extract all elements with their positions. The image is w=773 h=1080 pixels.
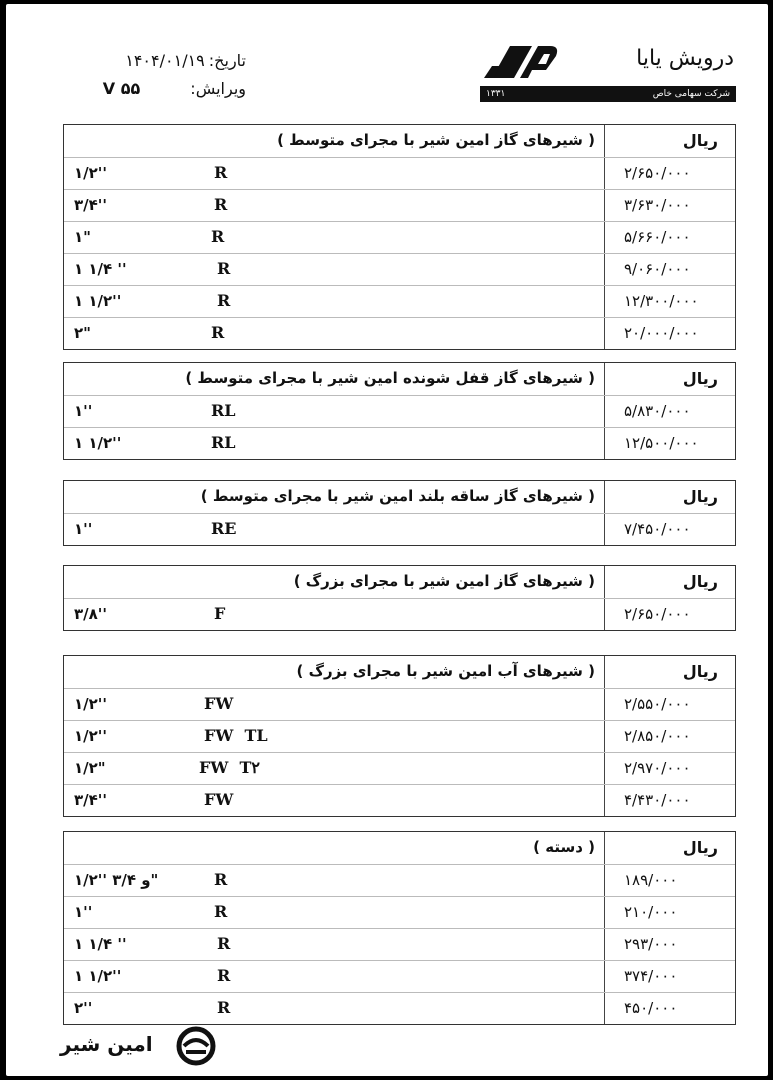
price-row xyxy=(64,784,735,816)
model-code-cell: FW TL xyxy=(204,726,268,745)
price-cell: ۳/۶۳۰/۰۰۰ xyxy=(624,196,691,214)
column-divider xyxy=(604,865,605,896)
company-subtitle-bar xyxy=(480,86,736,102)
price-row xyxy=(64,896,735,928)
size-cell: ۱ ۱/۴ '' xyxy=(74,935,127,953)
model-code-cell: R xyxy=(217,998,231,1017)
price-cell: ۲۱۰/۰۰۰ xyxy=(624,903,678,921)
price-row xyxy=(64,598,735,630)
section-header-row xyxy=(64,832,735,864)
model-code-cell: R xyxy=(214,870,228,889)
model-code-cell: RL xyxy=(211,401,236,420)
section-title: ( دسته ) xyxy=(533,838,595,856)
price-row xyxy=(64,928,735,960)
date-label: تاریخ: xyxy=(208,50,246,70)
model-code-cell: RE xyxy=(211,519,237,538)
column-divider xyxy=(604,566,605,598)
model-code-cell: R xyxy=(214,902,228,921)
price-cell: ۹/۰۶۰/۰۰۰ xyxy=(624,260,691,278)
model-code-cell: FW xyxy=(204,790,234,809)
price-row xyxy=(64,253,735,285)
price-row xyxy=(64,960,735,992)
company-brand xyxy=(480,40,738,104)
size-cell: ۱/۲'' و ۳/۴" xyxy=(74,871,159,889)
model-code-cell: R xyxy=(211,227,225,246)
size-cell: ۲" xyxy=(74,324,91,342)
column-divider xyxy=(604,961,605,992)
section-title: ( شیرهای گاز قفل شونده امین شیر با مجرای متوسط ) xyxy=(185,369,595,387)
company-subtitle: شرکت سهامی خاص xyxy=(652,89,730,99)
size-cell: ۳/۸'' xyxy=(74,605,107,623)
section-header-row xyxy=(64,363,735,395)
price-cell: ۲/۵۵۰/۰۰۰ xyxy=(624,695,691,713)
price-row xyxy=(64,720,735,752)
price-cell: ۴۵۰/۰۰۰ xyxy=(624,999,678,1017)
column-divider xyxy=(604,125,605,157)
model-code-cell: R xyxy=(217,966,231,985)
price-cell: ۳۷۴/۰۰۰ xyxy=(624,967,678,985)
price-cell: ۲/۶۵۰/۰۰۰ xyxy=(624,605,691,623)
section-title: ( شیرهای گاز امین شیر با مجرای بزرگ ) xyxy=(293,572,595,590)
column-divider xyxy=(604,929,605,960)
currency-header: ریال xyxy=(682,662,718,681)
price-row xyxy=(64,317,735,349)
section-header-row xyxy=(64,125,735,157)
column-divider xyxy=(604,656,605,688)
column-divider xyxy=(604,428,605,459)
revision-value: ۵۵ V xyxy=(102,78,141,98)
document-meta xyxy=(66,46,246,102)
price-row xyxy=(64,285,735,317)
date-value: ۱۴۰۴/۰۱/۱۹ xyxy=(125,50,205,70)
size-cell: ۱ ۱/۲'' xyxy=(74,292,122,310)
column-divider xyxy=(604,599,605,630)
price-list-page xyxy=(6,4,768,1076)
column-divider xyxy=(604,993,605,1024)
section-header-row xyxy=(64,656,735,688)
model-code-cell: F xyxy=(214,604,226,623)
currency-header: ریال xyxy=(682,838,718,857)
size-cell: ۱/۲'' xyxy=(74,164,107,182)
model-code-cell: R xyxy=(214,163,228,182)
price-cell: ۲۰/۰۰۰/۰۰۰ xyxy=(624,324,699,342)
model-code-cell: FW T۲ xyxy=(199,758,260,777)
revision-label: ویرایش: xyxy=(190,78,246,98)
column-divider xyxy=(604,721,605,752)
price-row xyxy=(64,992,735,1024)
column-divider xyxy=(604,286,605,317)
section-header-row xyxy=(64,566,735,598)
price-cell: ۲/۸۵۰/۰۰۰ xyxy=(624,727,691,745)
column-divider xyxy=(604,363,605,395)
price-row xyxy=(64,189,735,221)
model-code-cell: R xyxy=(214,195,228,214)
currency-header: ریال xyxy=(682,369,718,388)
size-cell: ۱'' xyxy=(74,402,93,420)
size-cell: ۱/۲'' xyxy=(74,727,107,745)
section-title: ( شیرهای آب امین شیر با مجرای بزرگ ) xyxy=(296,662,595,680)
column-divider xyxy=(604,689,605,720)
size-cell: ۱ ۱/۴ '' xyxy=(74,260,127,278)
column-divider xyxy=(604,222,605,253)
price-row xyxy=(64,688,735,720)
price-cell: ۱۸۹/۰۰۰ xyxy=(624,871,678,889)
price-section xyxy=(63,362,736,460)
price-row xyxy=(64,221,735,253)
company-logo-icon xyxy=(480,40,560,84)
column-divider xyxy=(604,514,605,545)
model-code-cell: R xyxy=(217,291,231,310)
price-cell: ۲/۹۷۰/۰۰۰ xyxy=(624,759,691,777)
size-cell: ۳/۴'' xyxy=(74,791,107,809)
size-cell: ۱'' xyxy=(74,520,93,538)
price-cell: ۱۲/۵۰۰/۰۰۰ xyxy=(624,434,699,452)
price-row xyxy=(64,395,735,427)
footer-brand xyxy=(56,1026,236,1066)
currency-header: ریال xyxy=(682,131,718,150)
column-divider xyxy=(604,785,605,816)
price-section xyxy=(63,124,736,350)
column-divider xyxy=(604,481,605,513)
price-cell: ۱۲/۳۰۰/۰۰۰ xyxy=(624,292,699,310)
size-cell: ۲'' xyxy=(74,999,93,1017)
model-code-cell: FW xyxy=(204,694,234,713)
column-divider xyxy=(604,897,605,928)
size-cell: ۱ ۱/۲'' xyxy=(74,967,122,985)
column-divider xyxy=(604,832,605,864)
currency-header: ریال xyxy=(682,487,718,506)
size-cell: ۳/۴'' xyxy=(74,196,107,214)
model-code-cell: RL xyxy=(211,433,236,452)
amin-shir-logo-icon xyxy=(176,1026,216,1066)
size-cell: ۱/۲" xyxy=(74,759,106,777)
size-cell: ۱/۲'' xyxy=(74,695,107,713)
size-cell: ۱'' xyxy=(74,903,93,921)
price-section xyxy=(63,655,736,817)
footer-logo-text: امین شیر xyxy=(60,1032,153,1056)
price-row xyxy=(64,513,735,545)
price-section xyxy=(63,565,736,631)
company-code: ۱۳۳۱ xyxy=(486,89,506,99)
price-cell: ۲/۶۵۰/۰۰۰ xyxy=(624,164,691,182)
model-code-cell: R xyxy=(217,934,231,953)
column-divider xyxy=(604,190,605,221)
section-header-row xyxy=(64,481,735,513)
column-divider xyxy=(604,158,605,189)
model-code-cell: R xyxy=(217,259,231,278)
price-cell: ۴/۴۳۰/۰۰۰ xyxy=(624,791,691,809)
section-title: ( شیرهای گاز امین شیر با مجرای متوسط ) xyxy=(277,131,595,149)
size-cell: ۱ ۱/۲'' xyxy=(74,434,122,452)
price-cell: ۲۹۳/۰۰۰ xyxy=(624,935,678,953)
column-divider xyxy=(604,254,605,285)
size-cell: ۱" xyxy=(74,228,91,246)
section-title: ( شیرهای گاز ساقه بلند امین شیر با مجرای متوسط ) xyxy=(200,487,595,505)
price-section xyxy=(63,480,736,546)
model-code-cell: R xyxy=(211,323,225,342)
price-row xyxy=(64,864,735,896)
currency-header: ریال xyxy=(682,572,718,591)
price-row xyxy=(64,752,735,784)
column-divider xyxy=(604,753,605,784)
column-divider xyxy=(604,396,605,427)
date-line xyxy=(66,46,246,74)
price-row xyxy=(64,427,735,459)
price-cell: ۵/۶۶۰/۰۰۰ xyxy=(624,228,691,246)
price-cell: ۷/۴۵۰/۰۰۰ xyxy=(624,520,691,538)
price-cell: ۵/۸۳۰/۰۰۰ xyxy=(624,402,691,420)
price-section xyxy=(63,831,736,1025)
price-row xyxy=(64,157,735,189)
column-divider xyxy=(604,318,605,349)
company-name: درویش یایا xyxy=(636,46,734,71)
revision-line xyxy=(66,74,246,102)
